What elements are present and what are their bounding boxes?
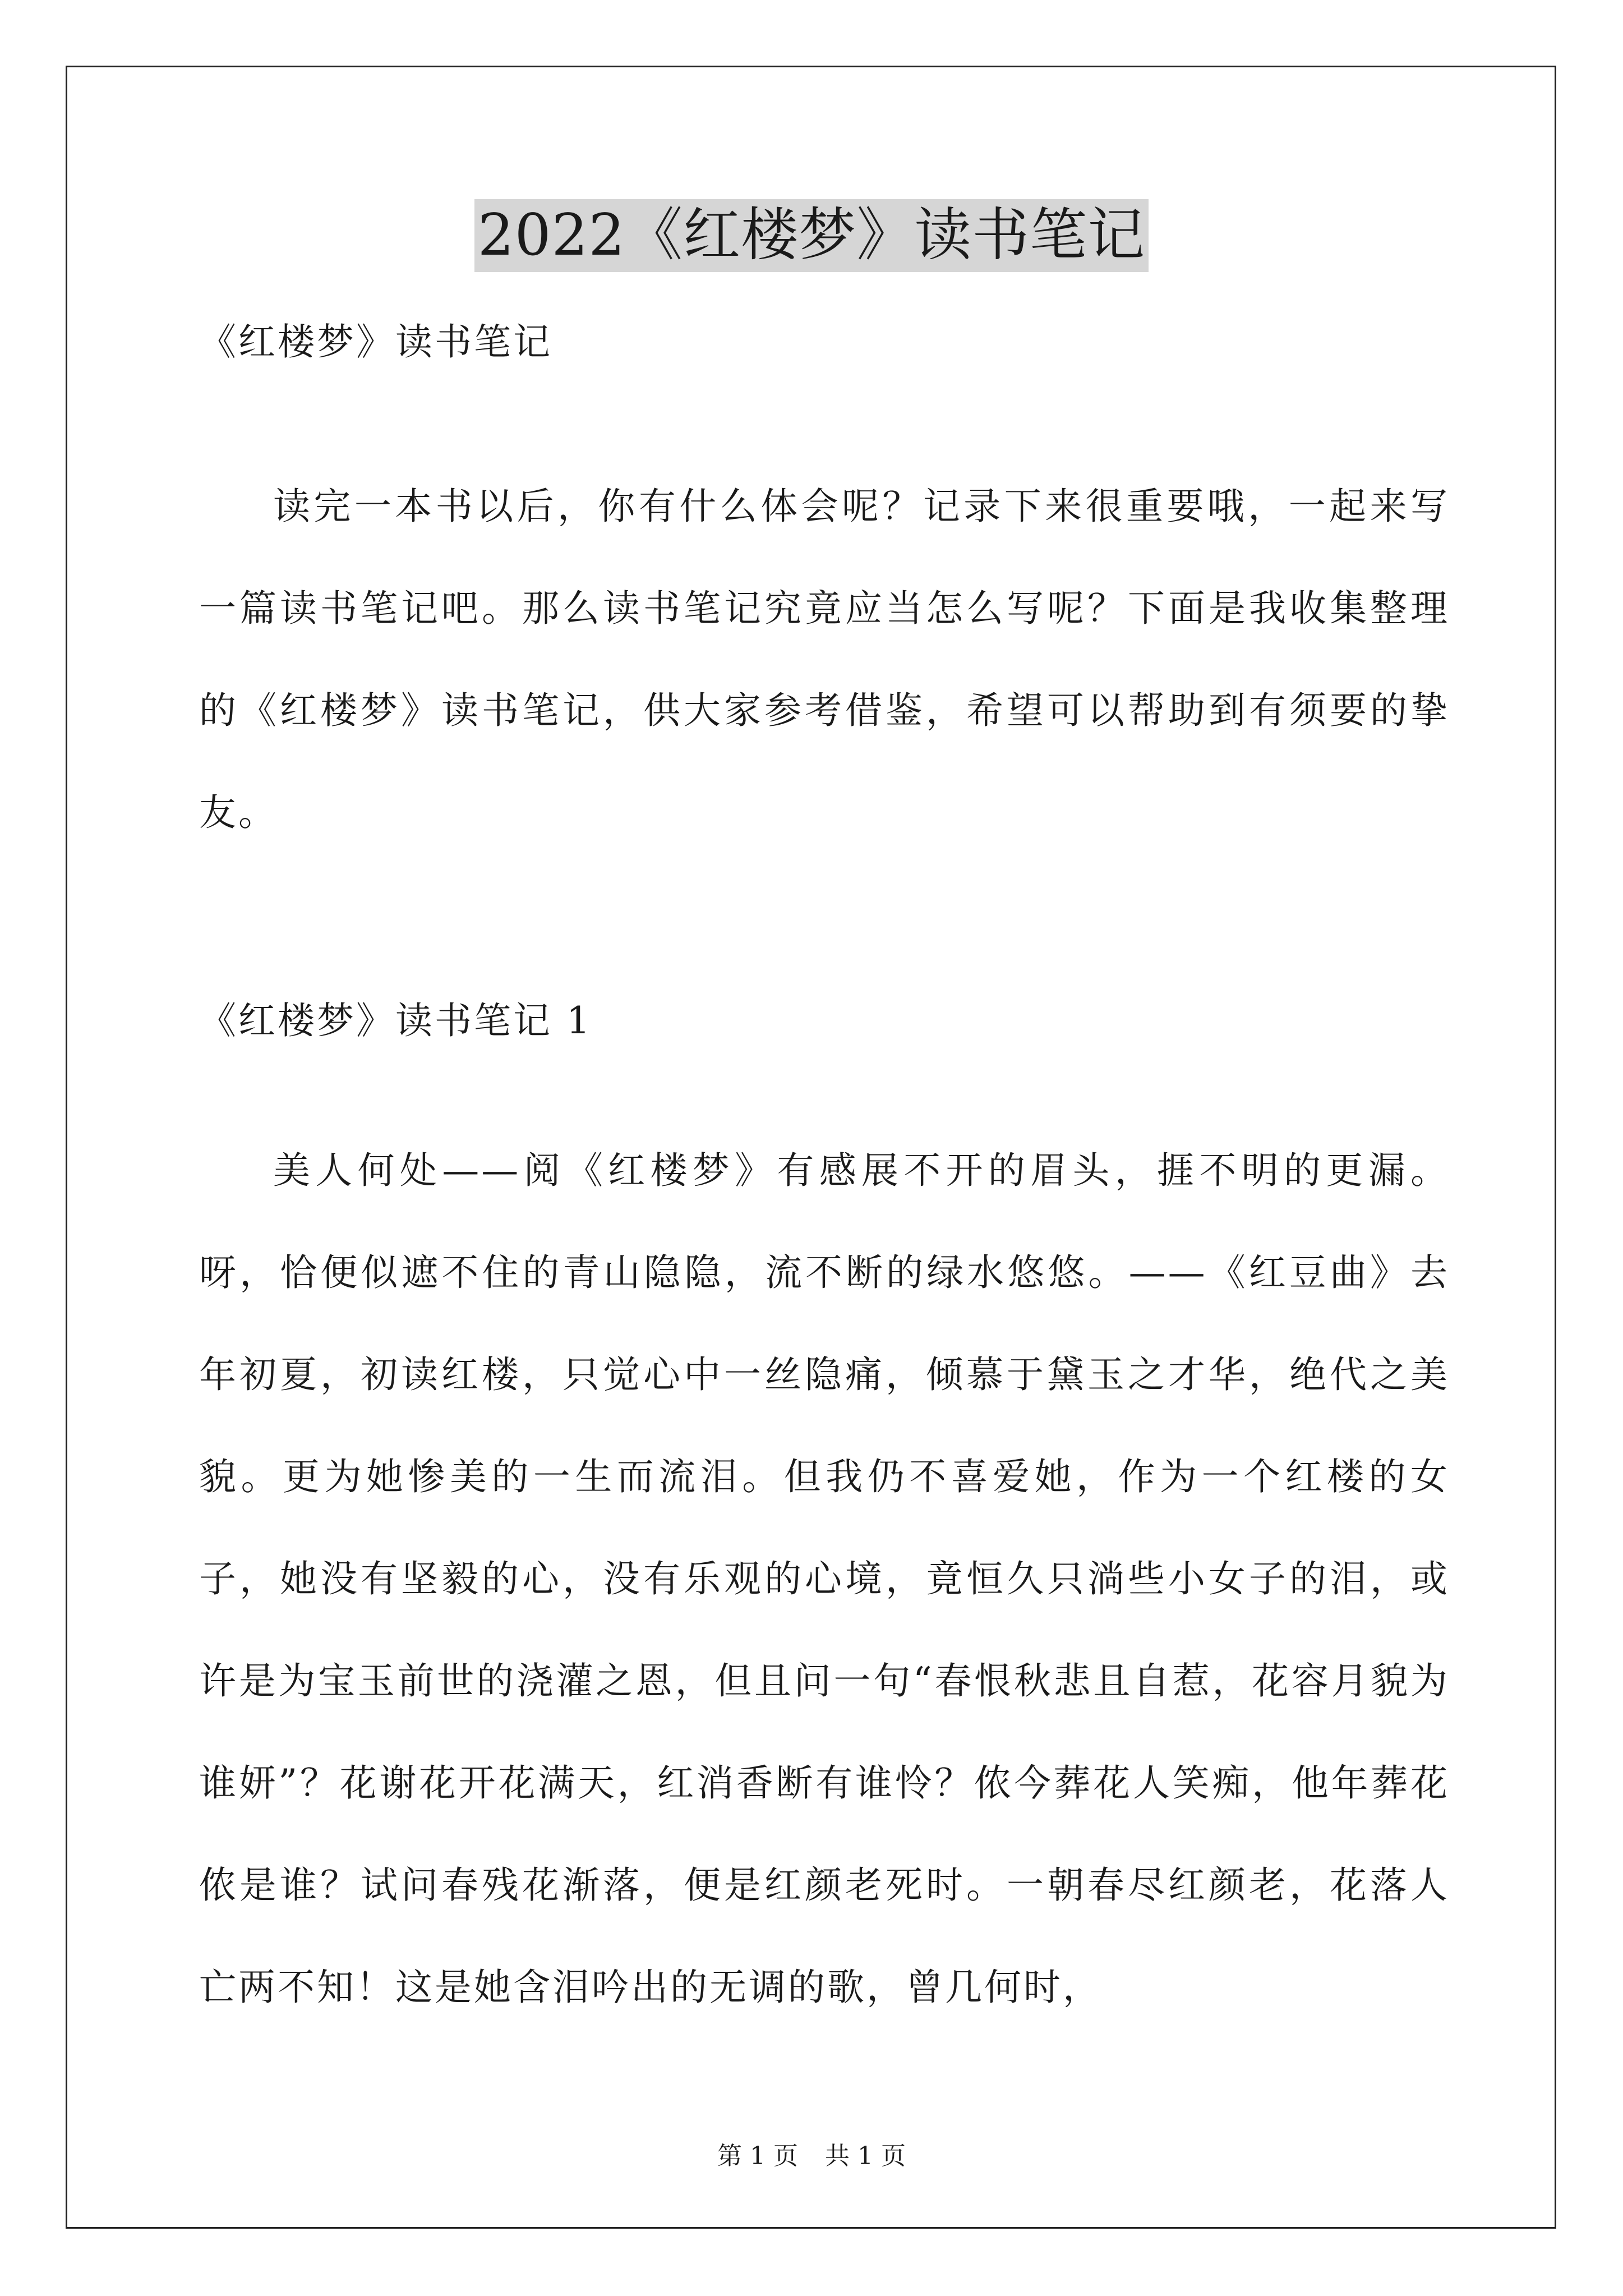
title-container: [0, 199, 1623, 272]
page-number-total: 共 1 页: [825, 2142, 906, 2170]
intro-paragraph-block: [199, 455, 1450, 864]
intro-paragraph: 读完一本书以后，你有什么体会呢？记录下来很重要哦，一起来写一篇读书笔记吧。那么读书笔记究竟应当怎么写呢？下面是我收集整理的《红楼梦》读书笔记，供大家参考借鉴，希望可以帮助到有须要的挚友。: [199, 485, 1450, 834]
section-heading-1: 《红楼梦》读书笔记 1: [199, 999, 592, 1042]
page-footer: [0, 2139, 1623, 2173]
page-number-current: 第 1 页: [717, 2142, 798, 2170]
article-body: [199, 1120, 1450, 2039]
section-heading: 《红楼梦》读书笔记: [199, 320, 552, 364]
document-title: 2022《红楼梦》读书笔记: [474, 199, 1149, 272]
article-paragraph: 美人何处——阅《红楼梦》有感展不开的眉头，捱不明的更漏。呀，恰便似遮不住的青山隐隐，流不断的绿水悠悠。——《红豆曲》去年初夏，初读红楼，只觉心中一丝隐痛，倾慕于黛玉之才华，绝代之美貌。更为她惨美的一生而流泪。但我仍不喜爱她，作为一个红楼的女子，她没有坚毅的心，没有乐观的心境，竟恒久只淌些小女子的泪，或许是为宝玉前世的浇灌之恩，但且问一句“春恨秋悲且自惹，花容月貌为谁妍”？花谢花开花满天，红消香断有谁怜？侬今葬花人笑痴，他年葬花侬是谁？试问春残花渐落，便是红颜老死时。一朝春尽红颜老，花落人亡两不知！这是她含泪吟出的无调的歌，曾几何时，: [199, 1149, 1450, 2009]
